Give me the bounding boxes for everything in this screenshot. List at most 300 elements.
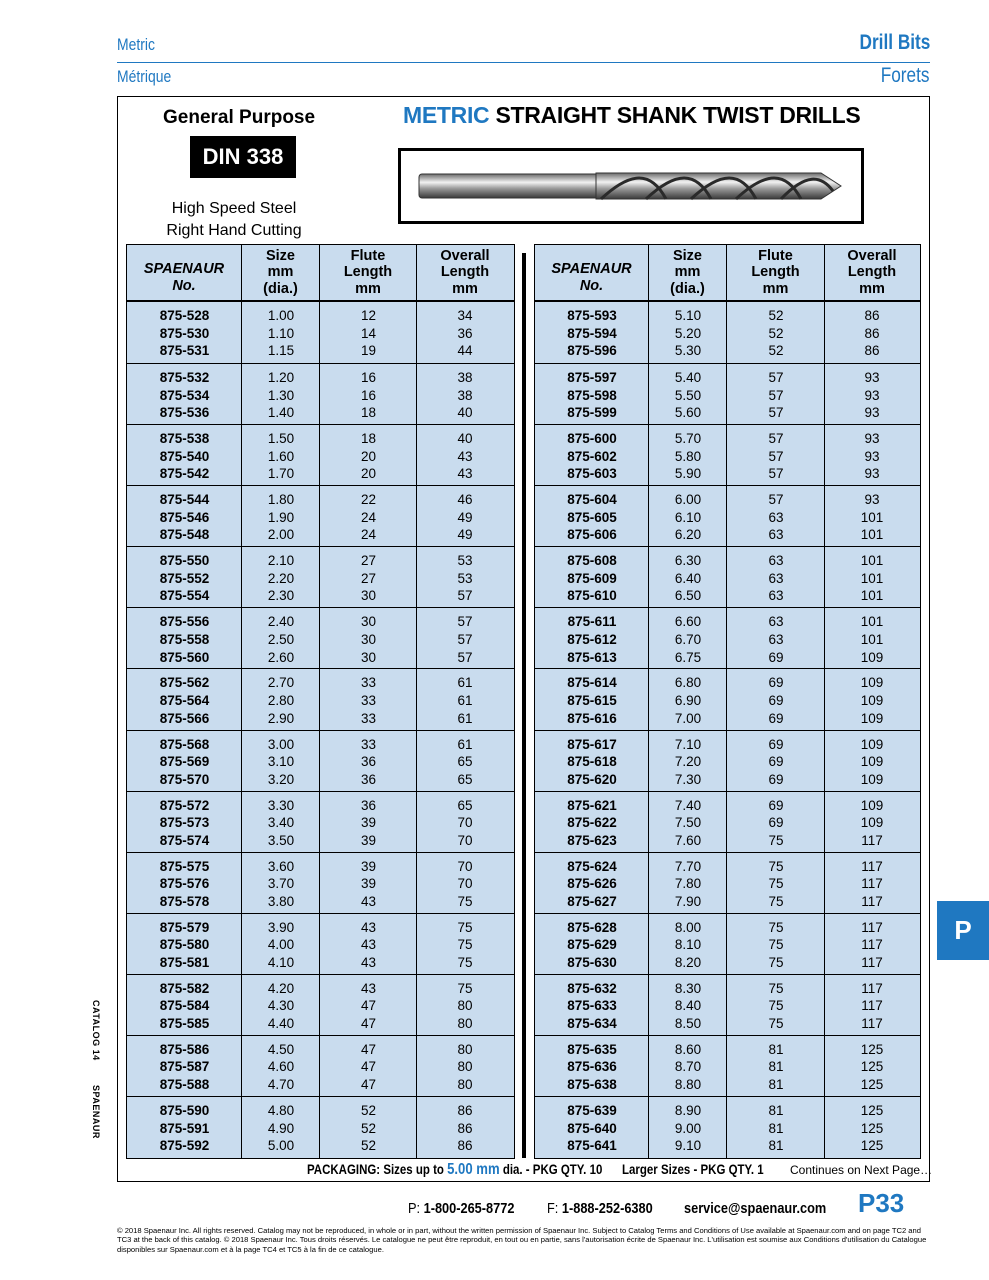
overall-length: 117 — [861, 832, 883, 848]
overall-length: 109 — [860, 771, 884, 787]
part-number: 875-562 — [159, 675, 210, 691]
flute-length: 52 — [360, 1138, 377, 1154]
table-row — [535, 954, 920, 972]
overall-length: 44 — [457, 343, 473, 359]
drill-image-frame — [398, 148, 864, 224]
part-number: 875-534 — [159, 387, 210, 403]
row-group — [127, 1035, 514, 1096]
size-mm: 7.10 — [674, 736, 702, 752]
overall-length: 101 — [860, 570, 884, 586]
size-mm: 1.40 — [267, 405, 295, 421]
part-number: 875-605 — [567, 509, 617, 525]
overall-length: 75 — [457, 919, 473, 935]
header-size: Size mm (dia.) — [649, 245, 727, 300]
overall-length: 75 — [457, 937, 473, 953]
part-number: 875-575 — [159, 858, 210, 874]
size-mm: 2.60 — [267, 649, 295, 665]
flute-length: 57 — [768, 370, 784, 386]
part-number: 875-566 — [159, 710, 210, 726]
header-overall-length: Overall Length mm — [825, 245, 919, 300]
flute-length: 57 — [768, 448, 784, 464]
overall-length: 93 — [864, 387, 880, 403]
table-row — [127, 980, 514, 998]
table-row — [535, 613, 920, 631]
size-mm: 5.20 — [674, 325, 702, 341]
part-number: 875-610 — [567, 588, 617, 604]
part-number: 875-639 — [567, 1102, 617, 1118]
row-group — [127, 974, 514, 1035]
size-mm: 8.50 — [674, 1015, 702, 1031]
side-catalog-label: CATALOG 14 — [91, 1000, 101, 1061]
part-number: 875-622 — [567, 815, 617, 831]
overall-length: 70 — [457, 815, 473, 831]
part-number: 875-558 — [159, 631, 210, 647]
part-number: 875-574 — [159, 832, 210, 848]
table-row — [535, 1137, 920, 1155]
table-row — [127, 613, 514, 631]
part-number: 875-554 — [159, 588, 210, 604]
part-number: 875-528 — [159, 308, 210, 323]
size-mm: 2.40 — [267, 614, 295, 630]
part-number: 875-591 — [159, 1120, 210, 1136]
part-number: 875-586 — [159, 1041, 210, 1057]
flute-length: 69 — [768, 771, 784, 787]
row-group — [535, 791, 920, 852]
table-row — [127, 369, 514, 387]
part-number: 875-632 — [567, 980, 617, 996]
row-group — [535, 730, 920, 791]
row-group — [535, 913, 920, 974]
part-number: 875-623 — [567, 832, 617, 848]
table-row — [127, 649, 514, 667]
overall-length: 125 — [860, 1102, 884, 1118]
flute-length: 33 — [360, 736, 377, 752]
size-mm: 6.80 — [674, 675, 702, 691]
flute-length: 69 — [768, 736, 784, 752]
row-group — [535, 974, 920, 1035]
flute-length: 63 — [768, 570, 784, 586]
part-number: 875-556 — [159, 614, 210, 630]
part-number: 875-603 — [567, 466, 617, 482]
part-number: 875-629 — [567, 937, 617, 953]
row-group — [127, 302, 514, 363]
size-mm: 2.30 — [267, 588, 295, 604]
table-row — [535, 307, 920, 325]
overall-length: 57 — [457, 588, 473, 604]
table-row — [127, 570, 514, 588]
overall-length: 38 — [457, 370, 473, 386]
flute-length: 33 — [360, 675, 377, 691]
size-mm: 1.20 — [267, 370, 295, 386]
size-mm: 5.50 — [674, 387, 702, 403]
size-mm: 6.75 — [674, 649, 702, 665]
overall-length: 36 — [457, 325, 473, 341]
table-row — [535, 1015, 920, 1033]
side-brand-label: SPAENAUR — [91, 1085, 101, 1139]
copyright-notice: © 2018 Spaenaur Inc. All rights reserved. Catalog may not be reproduced, in whole or in part, without the written permission of Spaenaur Inc. Subject to Catalog Terms and Conditions of Use available at Spaenaur.com and on page TC2 and TC3 at the back of this catalog. © 2018 Spaenaur Inc. Tous droits réservés. Le catalogue ne peut être reproduit, en tout ou en partie, sans l'autorisation écrite de Spaenaur Inc. L'utilisation est soumise aux Conditions d'utilisation du Catalogue disponibles sur Spaenaur.com et à la page TC4 et TC5 à la fin de ce catalogue. — [117, 1226, 927, 1254]
row-group — [535, 546, 920, 607]
table-row — [127, 954, 514, 972]
flute-length: 69 — [768, 797, 784, 813]
flute-length: 30 — [360, 649, 377, 665]
size-mm: 1.60 — [267, 448, 295, 464]
overall-length: 61 — [457, 693, 473, 709]
size-mm: 8.90 — [674, 1102, 702, 1118]
overall-length: 125 — [860, 1120, 884, 1136]
size-mm: 7.30 — [674, 771, 702, 787]
flute-length: 75 — [768, 832, 784, 848]
part-number: 875-600 — [567, 431, 617, 447]
flute-length: 52 — [768, 325, 784, 341]
table-row — [535, 1102, 920, 1120]
flute-length: 36 — [360, 754, 377, 770]
overall-length: 80 — [457, 1041, 473, 1057]
part-number: 875-641 — [567, 1138, 617, 1154]
size-mm: 8.80 — [674, 1077, 702, 1093]
size-mm: 3.70 — [267, 876, 295, 892]
part-number: 875-578 — [159, 893, 210, 909]
flute-length: 63 — [768, 631, 784, 647]
part-number: 875-627 — [567, 893, 617, 909]
overall-length: 80 — [457, 998, 473, 1014]
part-number: 875-580 — [159, 937, 210, 953]
flute-length: 75 — [768, 919, 784, 935]
flute-length: 75 — [768, 980, 784, 996]
part-number: 875-572 — [159, 797, 210, 813]
size-mm: 4.30 — [267, 998, 295, 1014]
part-number: 875-612 — [567, 631, 617, 647]
flute-length: 43 — [360, 919, 377, 935]
table-row — [535, 797, 920, 815]
overall-length: 86 — [457, 1138, 473, 1154]
flute-length: 47 — [360, 1077, 377, 1093]
row-group — [535, 852, 920, 913]
table-row — [535, 692, 920, 710]
flute-length: 57 — [768, 387, 784, 403]
part-number: 875-592 — [159, 1138, 210, 1154]
table-row — [127, 832, 514, 850]
overall-length: 75 — [457, 980, 473, 996]
size-mm: 5.10 — [674, 308, 702, 323]
row-group — [127, 607, 514, 668]
size-mm: 3.10 — [267, 754, 295, 770]
part-number: 875-536 — [159, 405, 210, 421]
size-mm: 4.40 — [267, 1015, 295, 1031]
table-row — [535, 814, 920, 832]
part-number: 875-576 — [159, 876, 210, 892]
row-group — [535, 363, 920, 424]
size-mm: 4.20 — [267, 980, 295, 996]
table-row — [535, 997, 920, 1015]
table-row — [535, 448, 920, 466]
part-number: 875-624 — [567, 858, 617, 874]
row-group — [535, 424, 920, 485]
part-number: 875-626 — [567, 876, 617, 892]
size-mm: 7.20 — [674, 754, 702, 770]
size-mm: 1.50 — [267, 431, 295, 447]
table-row — [127, 736, 514, 754]
table-row — [127, 387, 514, 405]
table-row — [127, 710, 514, 728]
part-number: 875-618 — [567, 754, 617, 770]
table-row — [127, 692, 514, 710]
overall-length: 101 — [860, 527, 884, 543]
flute-length: 30 — [360, 614, 377, 630]
flute-length: 39 — [360, 832, 377, 848]
flute-length: 63 — [768, 509, 784, 525]
overall-length: 101 — [860, 509, 884, 525]
size-mm: 1.30 — [267, 387, 295, 403]
page-title — [403, 102, 860, 129]
flute-length: 36 — [360, 797, 377, 813]
size-mm: 4.50 — [267, 1041, 295, 1057]
flute-length: 81 — [768, 1102, 784, 1118]
table-row — [535, 342, 920, 360]
row-group — [535, 607, 920, 668]
table-row — [127, 587, 514, 605]
packaging-suffix: dia. - PKG QTY. 10 — [499, 1161, 603, 1177]
flute-length: 57 — [768, 405, 784, 421]
part-number: 875-540 — [159, 448, 210, 464]
overall-length: 43 — [457, 466, 473, 482]
overall-length: 93 — [864, 492, 880, 508]
overall-length: 80 — [457, 1015, 473, 1031]
flute-length: 19 — [360, 343, 377, 359]
table-row — [127, 771, 514, 789]
flute-length: 69 — [768, 675, 784, 691]
size-mm: 2.90 — [267, 710, 295, 726]
overall-length: 109 — [860, 693, 884, 709]
overall-length: 57 — [457, 649, 473, 665]
table-row — [535, 1076, 920, 1094]
size-mm: 7.80 — [674, 876, 702, 892]
part-number: 875-638 — [567, 1077, 617, 1093]
header-overall-length: Overall Length mm — [417, 245, 513, 300]
table-row — [127, 1041, 514, 1059]
overall-length: 101 — [860, 631, 884, 647]
table-row — [535, 509, 920, 527]
size-mm: 3.30 — [267, 797, 295, 813]
part-number: 875-636 — [567, 1059, 617, 1075]
part-number: 875-588 — [159, 1077, 210, 1093]
table-row — [535, 491, 920, 509]
table-row — [535, 387, 920, 405]
size-mm: 5.40 — [674, 370, 702, 386]
overall-length: 117 — [861, 937, 883, 953]
size-mm: 8.70 — [674, 1059, 702, 1075]
size-mm: 4.80 — [267, 1102, 295, 1118]
part-number: 875-550 — [159, 553, 210, 569]
packaging-prefix: PACKAGING: Sizes up to — [307, 1161, 448, 1177]
row-group — [535, 668, 920, 729]
row-group — [127, 730, 514, 791]
part-number: 875-615 — [567, 693, 617, 709]
cutting-line: Right Hand Cutting — [166, 222, 302, 239]
overall-length: 101 — [860, 553, 884, 569]
table-row — [535, 736, 920, 754]
flute-length: 43 — [360, 980, 377, 996]
row-group — [127, 668, 514, 729]
size-mm: 3.00 — [267, 736, 295, 752]
table-row — [127, 875, 514, 893]
twist-drill-illustration-icon — [401, 151, 861, 221]
table-row — [535, 465, 920, 483]
part-number: 875-604 — [567, 492, 617, 508]
table-row — [127, 814, 514, 832]
overall-length: 109 — [860, 815, 884, 831]
header-spaenaur-no: SPAENAUR No. — [535, 245, 649, 300]
phone-contact: P: 1-800-265-8772 — [408, 1201, 515, 1217]
flute-length: 63 — [768, 588, 784, 604]
part-number: 875-621 — [567, 797, 617, 813]
flute-length: 75 — [768, 876, 784, 892]
flute-length: 47 — [360, 1059, 377, 1075]
overall-length: 109 — [860, 797, 884, 813]
table-row — [535, 325, 920, 343]
row-group — [127, 913, 514, 974]
table-row — [535, 631, 920, 649]
size-mm: 6.20 — [674, 527, 702, 543]
table-row — [127, 509, 514, 527]
page-number: P33 — [858, 1188, 905, 1218]
table-row — [127, 1015, 514, 1033]
row-group — [535, 1096, 920, 1157]
overall-length: 93 — [864, 370, 880, 386]
part-number: 875-579 — [159, 919, 210, 935]
table-row — [535, 649, 920, 667]
row-group — [127, 791, 514, 852]
overall-length: 40 — [457, 431, 473, 447]
size-mm: 5.60 — [674, 405, 702, 421]
overall-length: 65 — [457, 771, 473, 787]
table-row — [535, 369, 920, 387]
part-number: 875-599 — [567, 405, 617, 421]
overall-length: 65 — [457, 754, 473, 770]
part-number: 875-640 — [567, 1120, 617, 1136]
size-mm: 6.00 — [674, 492, 702, 508]
flute-length: 33 — [360, 710, 377, 726]
part-number: 875-542 — [159, 466, 210, 482]
part-number: 875-570 — [159, 771, 210, 787]
part-number: 875-635 — [567, 1041, 617, 1057]
overall-length: 109 — [860, 710, 884, 726]
size-mm: 1.15 — [267, 343, 295, 359]
part-number: 875-594 — [567, 325, 617, 341]
size-mm: 8.40 — [674, 998, 702, 1014]
flute-length: 14 — [360, 325, 377, 341]
flute-length: 16 — [360, 387, 377, 403]
flute-length: 69 — [768, 649, 784, 665]
header-left-en: Metric — [117, 35, 155, 54]
size-mm: 6.90 — [674, 693, 702, 709]
overall-length: 93 — [864, 431, 880, 447]
flute-length: 75 — [768, 1015, 784, 1031]
spec-table-right — [534, 244, 921, 1159]
overall-length: 70 — [457, 876, 473, 892]
overall-length: 61 — [457, 736, 473, 752]
size-mm: 3.60 — [267, 858, 295, 874]
part-number: 875-538 — [159, 431, 210, 447]
fax-contact: F: 1-888-252-6380 — [547, 1201, 653, 1217]
overall-length: 125 — [860, 1059, 884, 1075]
part-number: 875-564 — [159, 693, 210, 709]
flute-length: 18 — [360, 431, 377, 447]
overall-length: 53 — [457, 570, 473, 586]
email-contact[interactable]: service@spaenaur.com — [684, 1201, 827, 1217]
flute-length: 57 — [768, 466, 784, 482]
size-mm: 4.60 — [267, 1059, 295, 1075]
size-mm: 6.40 — [674, 570, 702, 586]
flute-length: 57 — [768, 492, 784, 508]
size-mm: 9.00 — [674, 1120, 702, 1136]
title-rest: STRAIGHT SHANK TWIST DRILLS — [489, 102, 861, 128]
flute-length: 52 — [768, 308, 784, 323]
table-row — [127, 404, 514, 422]
overall-length: 109 — [860, 675, 884, 691]
overall-length: 57 — [457, 631, 473, 647]
flute-length: 47 — [360, 1015, 377, 1031]
flute-length: 24 — [360, 527, 377, 543]
flute-length: 24 — [360, 509, 377, 525]
part-number: 875-630 — [567, 954, 617, 970]
size-mm: 7.40 — [674, 797, 702, 813]
part-number: 875-531 — [159, 343, 210, 359]
size-mm: 4.10 — [267, 954, 295, 970]
size-mm: 5.80 — [674, 448, 702, 464]
part-number: 875-568 — [159, 736, 210, 752]
overall-length: 53 — [457, 553, 473, 569]
flute-length: 81 — [768, 1041, 784, 1057]
part-number: 875-616 — [567, 710, 617, 726]
table-row — [127, 674, 514, 692]
table-row — [127, 631, 514, 649]
part-number: 875-596 — [567, 343, 617, 359]
size-mm: 4.70 — [267, 1077, 295, 1093]
flute-length: 75 — [768, 893, 784, 909]
header-divider — [117, 62, 930, 63]
part-number: 875-593 — [567, 308, 617, 323]
size-mm: 2.10 — [267, 553, 295, 569]
header-right-fr: Forets — [881, 64, 930, 87]
table-row — [127, 552, 514, 570]
part-number: 875-633 — [567, 998, 617, 1014]
table-row — [127, 753, 514, 771]
overall-length: 109 — [860, 649, 884, 665]
size-mm: 6.10 — [674, 509, 702, 525]
flute-length: 18 — [360, 405, 377, 421]
section-tab[interactable]: P — [937, 901, 989, 960]
header-flute-length: Flute Length mm — [320, 245, 417, 300]
overall-length: 70 — [457, 858, 473, 874]
part-number: 875-546 — [159, 509, 210, 525]
table-row — [535, 919, 920, 937]
row-group — [127, 485, 514, 546]
table-row — [127, 491, 514, 509]
overall-length: 70 — [457, 832, 473, 848]
table-row — [127, 448, 514, 466]
size-mm: 2.80 — [267, 693, 295, 709]
table-row — [535, 771, 920, 789]
size-mm: 2.70 — [267, 675, 295, 691]
overall-length: 86 — [864, 308, 880, 323]
flute-length: 43 — [360, 937, 377, 953]
flute-length: 81 — [768, 1059, 784, 1075]
size-mm: 5.00 — [267, 1138, 295, 1154]
size-mm: 4.00 — [267, 937, 295, 953]
overall-length: 43 — [457, 448, 473, 464]
table-row — [127, 325, 514, 343]
size-mm: 3.90 — [267, 919, 295, 935]
